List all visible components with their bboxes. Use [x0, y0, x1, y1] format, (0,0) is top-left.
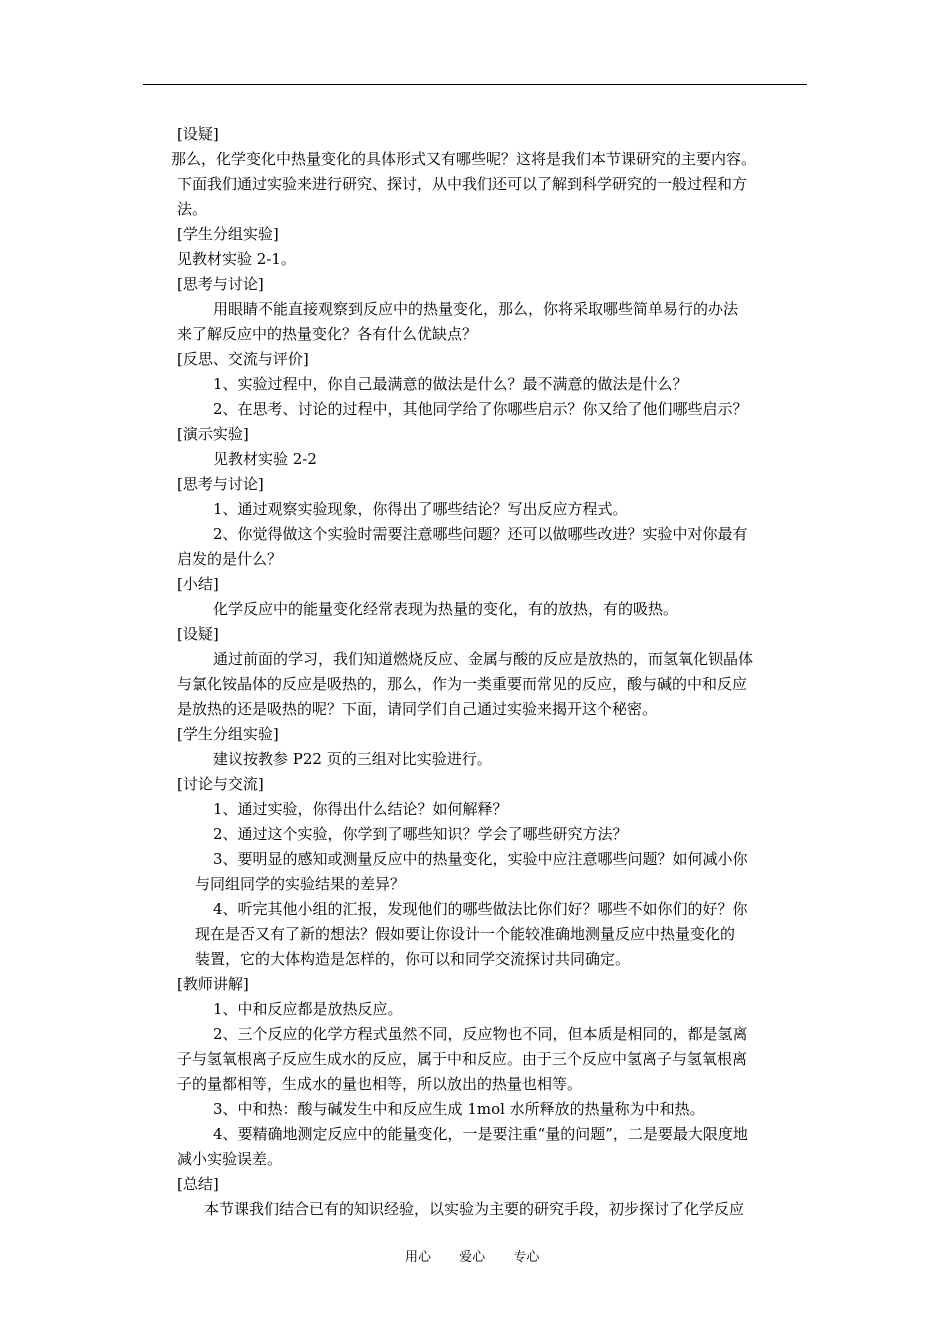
paragraph-line: 是放热的还是吸热的呢？下面，请同学们自己通过实验来揭开这个秘密。 — [177, 700, 658, 718]
footer-word: 专心 — [513, 1250, 540, 1265]
paragraph-line: 来了解反应中的热量变化？各有什么优缺点？ — [177, 325, 478, 343]
paragraph-line: 用眼睛不能直接观察到反应中的热量变化，那么，你将采取哪些简单易行的办法 — [213, 300, 739, 318]
paragraph-line: 启发的是什么？ — [177, 550, 283, 568]
footer-word: 用心 — [405, 1250, 432, 1265]
paragraph-line: 2、你觉得做这个实验时需要注意哪些问题？还可以做哪些改进？实验中对你最有 — [213, 525, 748, 543]
paragraph-line: 2、在思考、讨论的过程中，其他同学给了你哪些启示？你又给了他们哪些启示？ — [213, 400, 748, 418]
paragraph-line: 2、通过这个实验，你学到了哪些知识？学会了哪些研究方法？ — [213, 825, 628, 843]
paragraph-line: 减小实验误差。 — [177, 1150, 283, 1168]
paragraph-line: 子的量都相等，生成水的量也相等，所以放出的热量也相等。 — [177, 1075, 583, 1093]
paragraph-line: 那么，化学变化中热量变化的具体形式又有哪些呢？这将是我们本节课研究的主要内容。 — [171, 150, 757, 168]
section-heading: [反思、交流与评价] — [177, 350, 309, 368]
footer-word: 爱心 — [459, 1250, 486, 1265]
section-heading: [设疑] — [177, 625, 219, 643]
section-heading: [讨论与交流] — [177, 775, 264, 793]
section-heading: [设疑] — [177, 125, 219, 143]
paragraph-line: 3、要明显的感知或测量反应中的热量变化，实验中应注意哪些问题？如何减小你 — [213, 850, 748, 868]
section-heading: [演示实验] — [177, 425, 249, 443]
paragraph-line: 法。 — [177, 200, 208, 218]
paragraph-line: 与同组同学的实验结果的差异？ — [195, 875, 406, 893]
paragraph-line: 1、实验过程中，你自己最满意的做法是什么？最不满意的做法是什么？ — [213, 375, 688, 393]
paragraph-line: 通过前面的学习，我们知道燃烧反应、金属与酸的反应是放热的，而氢氧化钡晶体 — [213, 650, 754, 668]
section-heading: [总结] — [177, 1175, 219, 1193]
paragraph-line: 装置，它的大体构造是怎样的，你可以和同学交流探讨共同确定。 — [195, 950, 631, 968]
paragraph-line: 建议按教参 P22 页的三组对比实验进行。 — [213, 750, 492, 768]
section-heading: [学生分组实验] — [177, 225, 279, 243]
paragraph-line: 现在是否又有了新的想法？假如要让你设计一个能较准确地测量反应中热量变化的 — [195, 925, 736, 943]
paragraph-line: 见教材实验 2-2 — [213, 450, 317, 468]
paragraph-line: 4、听完其他小组的汇报，发现他们的哪些做法比你们好？哪些不如你们的好？你 — [213, 900, 748, 918]
paragraph-line: 1、通过观察实验现象，你得出了哪些结论？写出反应方程式。 — [213, 500, 628, 518]
section-heading: [思考与讨论] — [177, 275, 264, 293]
page-footer — [405, 1249, 539, 1267]
section-heading: [思考与讨论] — [177, 475, 264, 493]
paragraph-line: 见教材实验 2-1。 — [177, 250, 296, 268]
section-heading: [学生分组实验] — [177, 725, 279, 743]
section-heading: [小结] — [177, 575, 219, 593]
paragraph-line: 化学反应中的能量变化经常表现为热量的变化，有的放热，有的吸热。 — [213, 600, 679, 618]
paragraph-line: 下面我们通过实验来进行研究、探讨，从中我们还可以了解到科学研究的一般过程和方 — [177, 175, 748, 193]
section-heading: [教师讲解] — [177, 975, 249, 993]
paragraph-line: 与氯化铵晶体的反应是吸热的，那么，作为一类重要而常见的反应，酸与碱的中和反应 — [177, 675, 748, 693]
paragraph-line: 1、通过实验，你得出什么结论？如何解释？ — [213, 800, 508, 818]
header-rule — [143, 84, 807, 85]
paragraph-line: 1、中和反应都是放热反应。 — [213, 1000, 403, 1018]
paragraph-line: 3、中和热：酸与碱发生中和反应生成 1mol 水所释放的热量称为中和热。 — [213, 1100, 705, 1118]
paragraph-line: 子与氢氧根离子反应生成水的反应，属于中和反应。由于三个反应中氢离子与氢氧根离 — [177, 1050, 748, 1068]
paragraph-line: 2、三个反应的化学方程式虽然不同，反应物也不同，但本质是相同的，都是氢离 — [213, 1025, 748, 1043]
paragraph-line: 本节课我们结合已有的知识经验，以实验为主要的研究手段，初步探讨了化学反应 — [204, 1200, 745, 1218]
paragraph-line: 4、要精确地测定反应中的能量变化，一是要注重“量的问题”，二是要最大限度地 — [213, 1125, 748, 1143]
